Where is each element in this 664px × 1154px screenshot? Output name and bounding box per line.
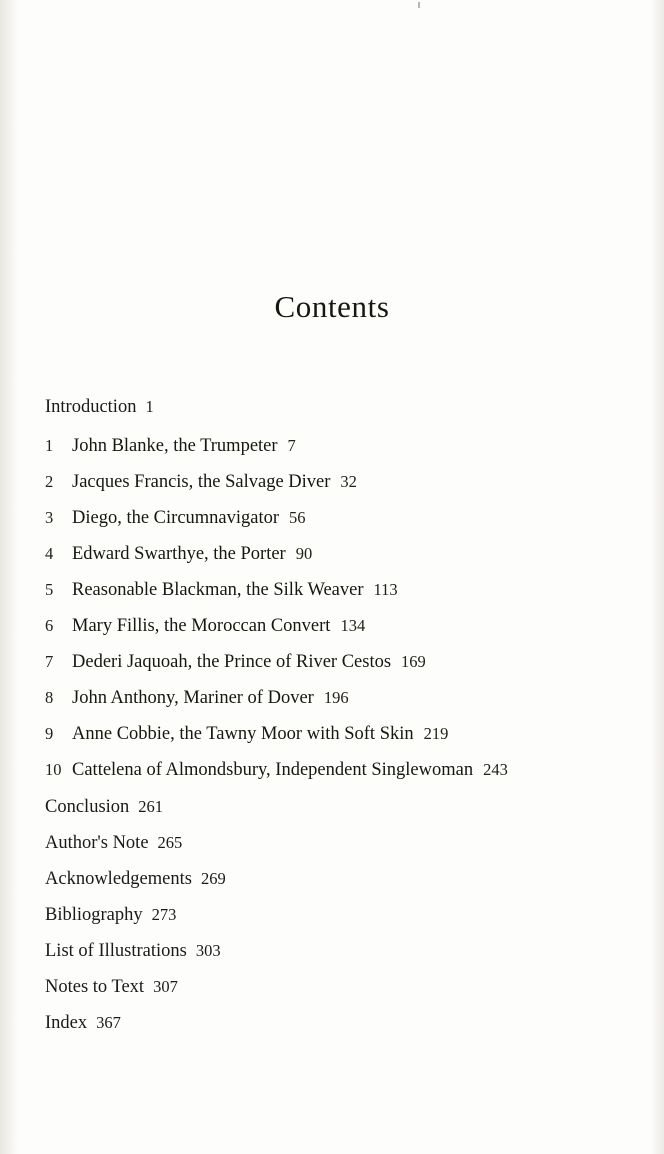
contents-list — [45, 398, 625, 1050]
contents-entry-acknowledgements[interactable] — [45, 870, 625, 889]
contents-entry-authors-note[interactable] — [45, 834, 625, 853]
chapter-title: John Blanke, the Trumpeter — [72, 435, 278, 456]
contents-entry-page: 367 — [96, 1013, 121, 1032]
chapter-list — [45, 437, 625, 780]
chapter-page: 90 — [295, 543, 313, 563]
contents-entry-bibliography[interactable] — [45, 906, 625, 925]
contents-entry-label: Bibliography — [45, 905, 143, 925]
contents-entry-page: 261 — [138, 797, 164, 816]
back-matter-list — [45, 798, 625, 1033]
chapter-number: 4 — [45, 543, 54, 563]
chapter-page: 196 — [323, 687, 349, 707]
contents-entry-conclusion[interactable] — [45, 798, 625, 817]
chapter-title: John Anthony, Mariner of Dover — [72, 687, 314, 708]
chapter-title: Diego, the Circumnavigator — [72, 507, 280, 528]
contents-entry-label: Index — [45, 1013, 88, 1033]
chapter-row[interactable] — [45, 725, 625, 744]
chapter-page: 32 — [340, 471, 357, 491]
chapter-number: 10 — [45, 759, 62, 779]
chapter-number: 6 — [45, 615, 54, 635]
chapter-title: Anne Cobbie, the Tawny Moor with Soft Skin — [72, 723, 414, 744]
chapter-page: 56 — [289, 507, 306, 527]
chapter-title: Jacques Francis, the Salvage Diver — [72, 471, 331, 492]
chapter-row[interactable] — [45, 545, 625, 564]
contents-entry-introduction[interactable] — [45, 398, 625, 417]
contents-entry-notes-to-text[interactable] — [45, 978, 625, 997]
contents-entry-page: 1 — [145, 397, 154, 416]
chapter-page: 113 — [373, 579, 398, 599]
chapter-title: Cattelena of Almondsbury, Independent Singlewoman — [72, 759, 474, 780]
chapter-page: 243 — [483, 759, 508, 779]
contents-entry-page: 273 — [151, 905, 177, 924]
contents-entry-label: Author's Note — [45, 833, 149, 853]
chapter-title: Dederi Jaquoah, the Prince of River Cestos — [72, 651, 392, 672]
page-title: Contents — [274, 288, 390, 324]
chapter-page: 7 — [287, 435, 296, 455]
contents-entry-label: Introduction — [45, 397, 137, 417]
contents-entry-list-of-illustrations[interactable] — [45, 942, 625, 961]
chapter-number: 3 — [45, 507, 54, 527]
chapter-row[interactable] — [45, 761, 625, 780]
chapter-row[interactable] — [45, 473, 625, 492]
contents-entry-label: List of Illustrations — [45, 941, 187, 961]
chapter-number: 7 — [45, 651, 54, 671]
contents-entry-label: Notes to Text — [45, 977, 145, 997]
chapter-row[interactable] — [45, 689, 625, 708]
contents-entry-page: 269 — [200, 869, 226, 888]
chapter-title: Edward Swarthye, the Porter — [72, 543, 286, 564]
chapter-row[interactable] — [45, 581, 625, 600]
page-edge-speck — [418, 2, 420, 8]
chapter-number: 8 — [45, 687, 54, 707]
contents-entry-page: 307 — [153, 977, 178, 996]
chapter-row[interactable] — [45, 509, 625, 528]
chapter-row[interactable] — [45, 617, 625, 636]
chapter-page: 134 — [340, 615, 366, 635]
chapter-row[interactable] — [45, 437, 625, 456]
contents-entry-label: Acknowledgements — [45, 869, 192, 889]
chapter-number: 5 — [45, 579, 54, 599]
chapter-number: 9 — [45, 723, 54, 743]
contents-entry-page: 303 — [195, 941, 221, 960]
chapter-row[interactable] — [45, 653, 625, 672]
chapter-number: 1 — [45, 435, 54, 455]
contents-entry-label: Conclusion — [45, 797, 130, 817]
chapter-title: Reasonable Blackman, the Silk Weaver — [72, 579, 364, 600]
chapter-page: 169 — [401, 651, 426, 671]
chapter-title: Mary Fillis, the Moroccan Convert — [72, 615, 331, 636]
contents-entry-page: 265 — [157, 833, 183, 852]
chapter-number: 2 — [45, 471, 54, 491]
chapter-page: 219 — [423, 723, 449, 743]
contents-entry-index[interactable] — [45, 1014, 625, 1033]
